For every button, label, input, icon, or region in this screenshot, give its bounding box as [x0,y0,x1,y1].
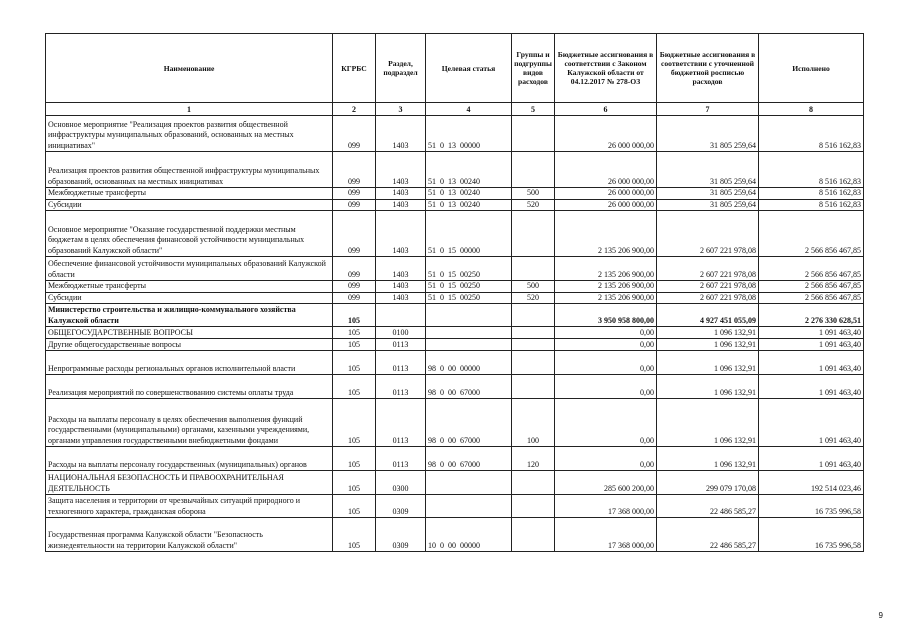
cell-section: 0309 [376,518,426,552]
cell-refined-amount: 2 607 221 978,08 [657,257,759,281]
cell-refined-amount: 31 805 259,64 [657,152,759,188]
cell-group [512,471,555,495]
cell-target: 98 0 00 00000 [426,351,512,375]
cell-executed-amount: 2 276 330 628,51 [759,304,864,327]
cell-group [512,327,555,339]
column-number-row [46,103,864,116]
cell-refined-amount: 2 607 221 978,08 [657,281,759,293]
cell-section: 1403 [376,211,426,257]
cell-kgrbs: 099 [333,152,376,188]
cell-target: 51 0 13 00000 [426,116,512,152]
cell-law-amount: 26 000 000,00 [555,188,657,200]
cell-law-amount: 0,00 [555,339,657,351]
cell-law-amount: 17 368 000,00 [555,518,657,552]
cell-target: 10 0 00 00000 [426,518,512,552]
table-row [46,188,864,200]
cell-refined-amount: 22 486 585,27 [657,518,759,552]
cell-name: НАЦИОНАЛЬНАЯ БЕЗОПАСНОСТЬ И ПРАВООХРАНИТЕЛЬНАЯ ДЕЯТЕЛЬНОСТЬ [46,471,333,495]
cell-executed-amount: 192 514 023,46 [759,471,864,495]
cell-target: 51 0 15 00250 [426,281,512,293]
cell-target [426,495,512,518]
cell-section: 0113 [376,351,426,375]
cell-kgrbs: 099 [333,199,376,211]
cell-name: Министерство строительства и жилищно-коммунального хозяйства Калужской области [46,304,333,327]
table-row [46,199,864,211]
table-row [46,116,864,152]
cell-name: Основное мероприятие "Оказание государственной поддержки местным бюджетам в целях обеспечения финансовой устойчивости муниципальных образований Калужской области" [46,211,333,257]
cell-target: 98 0 00 67000 [426,375,512,399]
cell-executed-amount: 1 091 463,40 [759,351,864,375]
cell-group [512,495,555,518]
header-kgrbs: КГРБС [333,34,376,103]
cell-section [376,304,426,327]
cell-law-amount: 2 135 206 900,00 [555,281,657,293]
cell-name: Расходы на выплаты персоналу государственных (муниципальных) органов [46,447,333,471]
table-row [46,447,864,471]
cell-law-amount: 26 000 000,00 [555,116,657,152]
cell-target: 51 0 13 00240 [426,199,512,211]
cell-name: Реализация проектов развития общественной инфраструктуры муниципальных образований, основанных на местных инициативах [46,152,333,188]
table-row [46,339,864,351]
cell-section: 1403 [376,152,426,188]
cell-refined-amount: 1 096 132,91 [657,351,759,375]
cell-group [512,351,555,375]
cell-kgrbs: 099 [333,211,376,257]
cell-target: 51 0 15 00250 [426,292,512,304]
cell-executed-amount: 1 091 463,40 [759,447,864,471]
header-executed: Исполнено [759,34,864,103]
cell-law-amount: 2 135 206 900,00 [555,292,657,304]
cell-executed-amount: 1 091 463,40 [759,399,864,447]
header-section: Раздел, подраздел [376,34,426,103]
column-number: 7 [657,103,759,116]
cell-group [512,304,555,327]
cell-group [512,152,555,188]
cell-kgrbs: 105 [333,495,376,518]
header-name: Наименование [46,34,333,103]
column-number: 3 [376,103,426,116]
cell-group [512,339,555,351]
cell-section: 0113 [376,339,426,351]
cell-executed-amount: 2 566 856 467,85 [759,292,864,304]
cell-target: 51 0 13 00240 [426,152,512,188]
cell-kgrbs: 105 [333,518,376,552]
header-law: Бюджетные ассигнования в соответствии с Законом Калужской области от 04.12.2017 № 278-ОЗ [555,34,657,103]
cell-law-amount: 0,00 [555,375,657,399]
table-row [46,471,864,495]
cell-group: 120 [512,447,555,471]
cell-name: Расходы на выплаты персоналу в целях обеспечения выполнения функций государственными (муниципальными) органами, казенными учреждениями, органами управления государственными внебюджетными фондами [46,399,333,447]
cell-section: 1403 [376,116,426,152]
column-number: 8 [759,103,864,116]
cell-refined-amount: 1 096 132,91 [657,375,759,399]
header-target: Целевая статья [426,34,512,103]
table-row [46,304,864,327]
table-body [46,116,864,552]
table-row [46,495,864,518]
cell-kgrbs: 105 [333,304,376,327]
header-refined: Бюджетные ассигнования в соответствии с уточненной бюджетной росписью расходов [657,34,759,103]
cell-kgrbs: 105 [333,351,376,375]
cell-kgrbs: 099 [333,188,376,200]
cell-executed-amount: 16 735 996,58 [759,518,864,552]
cell-target: 51 0 13 00240 [426,188,512,200]
cell-executed-amount: 8 516 162,83 [759,116,864,152]
cell-kgrbs: 105 [333,471,376,495]
table-row [46,351,864,375]
cell-law-amount: 0,00 [555,327,657,339]
table-row [46,211,864,257]
cell-target: 98 0 00 67000 [426,399,512,447]
cell-refined-amount: 2 607 221 978,08 [657,211,759,257]
header-group: Группы и подгруппы видов расходов [512,34,555,103]
cell-name: ОБЩЕГОСУДАРСТВЕННЫЕ ВОПРОСЫ [46,327,333,339]
cell-target: 51 0 15 00250 [426,257,512,281]
cell-refined-amount: 31 805 259,64 [657,199,759,211]
cell-name: Межбюджетные трансферты [46,188,333,200]
cell-group [512,518,555,552]
table-row [46,152,864,188]
cell-kgrbs: 105 [333,327,376,339]
cell-name: Непрограммные расходы региональных органов исполнительной власти [46,351,333,375]
cell-executed-amount: 1 091 463,40 [759,339,864,351]
cell-law-amount: 0,00 [555,351,657,375]
cell-executed-amount: 8 516 162,83 [759,152,864,188]
column-number: 5 [512,103,555,116]
page-number: 9 [878,611,883,620]
cell-law-amount: 26 000 000,00 [555,152,657,188]
table-row [46,292,864,304]
cell-refined-amount: 299 079 170,08 [657,471,759,495]
cell-target [426,471,512,495]
cell-section: 1403 [376,188,426,200]
cell-executed-amount: 16 735 996,58 [759,495,864,518]
cell-executed-amount: 8 516 162,83 [759,199,864,211]
cell-kgrbs: 105 [333,375,376,399]
cell-group: 520 [512,292,555,304]
cell-executed-amount: 2 566 856 467,85 [759,281,864,293]
cell-kgrbs: 099 [333,292,376,304]
cell-group [512,257,555,281]
cell-refined-amount: 1 096 132,91 [657,447,759,471]
cell-law-amount: 26 000 000,00 [555,199,657,211]
budget-table [45,33,864,552]
cell-section: 0113 [376,399,426,447]
cell-refined-amount: 22 486 585,27 [657,495,759,518]
cell-refined-amount: 31 805 259,64 [657,116,759,152]
cell-group: 500 [512,188,555,200]
cell-refined-amount: 1 096 132,91 [657,327,759,339]
cell-executed-amount: 1 091 463,40 [759,375,864,399]
cell-executed-amount: 2 566 856 467,85 [759,211,864,257]
column-number: 6 [555,103,657,116]
cell-name: Государственная программа Калужской области "Безопасность жизнедеятельности на территории Калужской области" [46,518,333,552]
cell-target [426,304,512,327]
cell-law-amount: 0,00 [555,447,657,471]
column-number: 2 [333,103,376,116]
cell-section: 1403 [376,292,426,304]
cell-section: 1403 [376,281,426,293]
cell-target [426,339,512,351]
cell-group: 100 [512,399,555,447]
cell-group: 500 [512,281,555,293]
cell-target: 98 0 00 67000 [426,447,512,471]
cell-kgrbs: 105 [333,399,376,447]
cell-name: Защита населения и территории от чрезвычайных ситуаций природного и техногенного характера, гражданская оборона [46,495,333,518]
cell-law-amount: 2 135 206 900,00 [555,257,657,281]
cell-refined-amount: 1 096 132,91 [657,339,759,351]
column-number: 4 [426,103,512,116]
cell-kgrbs: 099 [333,257,376,281]
cell-name: Субсидии [46,292,333,304]
cell-refined-amount: 31 805 259,64 [657,188,759,200]
cell-section: 0113 [376,375,426,399]
table-row [46,281,864,293]
cell-refined-amount: 2 607 221 978,08 [657,292,759,304]
table-row [46,257,864,281]
cell-group [512,375,555,399]
cell-name: Межбюджетные трансферты [46,281,333,293]
cell-law-amount: 285 600 200,00 [555,471,657,495]
cell-group [512,211,555,257]
header-row [46,34,864,103]
table-row [46,327,864,339]
cell-law-amount: 17 368 000,00 [555,495,657,518]
cell-section: 0309 [376,495,426,518]
table-row [46,399,864,447]
cell-executed-amount: 8 516 162,83 [759,188,864,200]
cell-refined-amount: 1 096 132,91 [657,399,759,447]
cell-law-amount: 3 950 958 800,00 [555,304,657,327]
cell-section: 0300 [376,471,426,495]
cell-kgrbs: 099 [333,116,376,152]
cell-executed-amount: 2 566 856 467,85 [759,257,864,281]
cell-law-amount: 0,00 [555,399,657,447]
cell-kgrbs: 099 [333,281,376,293]
cell-group [512,116,555,152]
cell-section: 0100 [376,327,426,339]
cell-section: 0113 [376,447,426,471]
cell-target: 51 0 15 00000 [426,211,512,257]
cell-target [426,327,512,339]
cell-refined-amount: 4 927 451 055,09 [657,304,759,327]
cell-name: Обеспечение финансовой устойчивости муниципальных образований Калужской области [46,257,333,281]
cell-name: Субсидии [46,199,333,211]
table-row [46,375,864,399]
cell-group: 520 [512,199,555,211]
cell-section: 1403 [376,199,426,211]
column-number: 1 [46,103,333,116]
cell-executed-amount: 1 091 463,40 [759,327,864,339]
cell-kgrbs: 105 [333,447,376,471]
cell-name: Другие общегосударственные вопросы [46,339,333,351]
table-row [46,518,864,552]
cell-name: Реализация мероприятий по совершенствованию системы оплаты труда [46,375,333,399]
cell-section: 1403 [376,257,426,281]
cell-law-amount: 2 135 206 900,00 [555,211,657,257]
cell-name: Основное мероприятие "Реализация проектов развития общественной инфраструктуры муниципальных образований, основанных на местных инициативах" [46,116,333,152]
cell-kgrbs: 105 [333,339,376,351]
